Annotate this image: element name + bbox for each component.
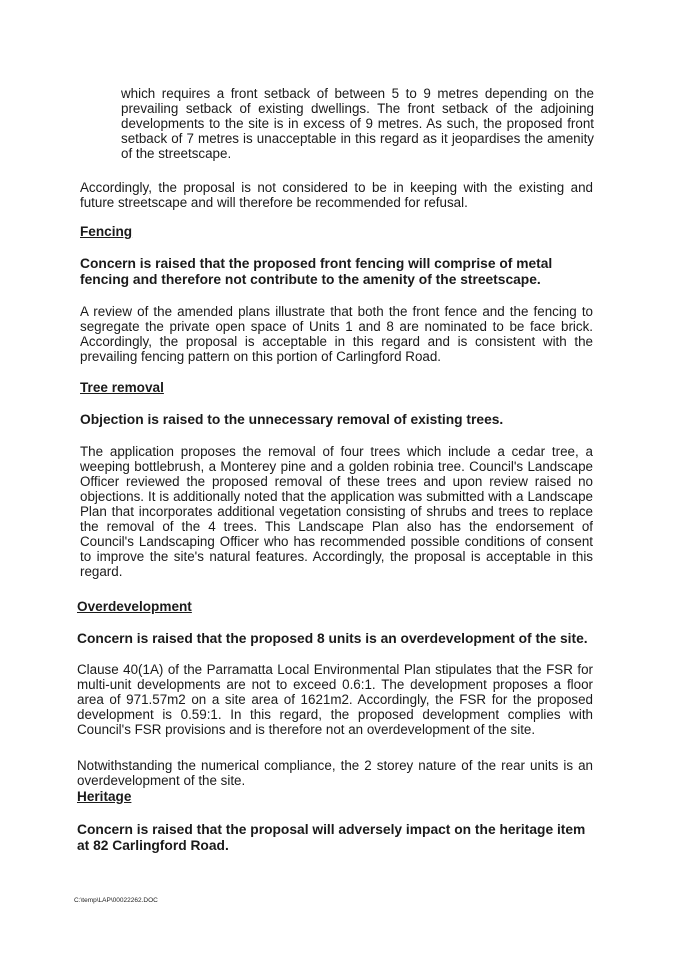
overdevelopment-heading: Overdevelopment — [77, 599, 192, 614]
fencing-concern: Concern is raised that the proposed front fencing will comprise of metal fencing and therefore not contribute to the amenity of the streetscape. — [80, 256, 553, 287]
tree-removal-concern: Objection is raised to the unnecessary removal of existing trees. — [80, 412, 504, 427]
overdevelopment-note-paragraph: Notwithstanding the numerical compliance, the 2 storey nature of the rear units is an overdevelopment of the site. — [77, 758, 593, 788]
overdevelopment-concern: Concern is raised that the proposed 8 units is an overdevelopment of the site. — [77, 631, 588, 646]
heritage-heading: Heritage — [77, 789, 132, 804]
tree-removal-body-paragraph: The application proposes the removal of four trees which include a cedar tree, a weeping bottlebrush, a Monterey pine and a golden robinia tree. Council's Landscape Officer reviewed the proposed removal of these trees and upon review raised no objections. It is additionally noted that the application was submitted with a Landscape Plan that incorporates additional vegetation consisting of shrubs and trees to replace the removal of the 4 trees. This Landscape Plan also has the endorsement of Council's Landscaping Officer who has recommended possible conditions of consent to improve the site's natural features. Accordingly, the proposal is acceptable in this regard. — [80, 444, 593, 579]
overdevelopment-body-paragraph: Clause 40(1A) of the Parramatta Local Environmental Plan stipulates that the FSR for multi-unit developments are not to exceed 0.6:1. The development proposes a floor area of 971.57m2 on a site area of 1621m2. Accordingly, the FSR for the proposed development is 0.59:1. In this regard, the proposed development complies with Council's FSR provisions and is therefore not an overdevelopment of the site. — [77, 662, 593, 737]
heritage-concern: Concern is raised that the proposal will adversely impact on the heritage item at 82 Carlingford Road. — [77, 822, 586, 853]
fencing-body-paragraph: A review of the amended plans illustrate that both the front fence and the fencing to segregate the private open space of Units 1 and 8 are nominated to be face brick. Accordingly, the proposal is acceptable in this regard and is consistent with the prevailing fencing pattern on this portion of Carlingford Road. — [80, 304, 593, 364]
fencing-heading: Fencing — [80, 224, 133, 239]
footer-file-path: C:\temp\LAP\00022262.DOC — [74, 897, 158, 904]
intro-conclusion-paragraph: Accordingly, the proposal is not considered to be in keeping with the existing and future streetscape and will therefore be recommended for refusal. — [80, 180, 593, 210]
intro-indented-paragraph: which requires a front setback of between 5 to 9 metres depending on the prevailing setback of existing dwellings. The front setback of the adjoining developments to the site is in excess of 9 metres. As such, the proposed front setback of 7 metres is unacceptable in this regard as it jeopardises the amenity of the streetscape. — [121, 86, 594, 161]
tree-removal-heading: Tree removal — [80, 380, 164, 395]
